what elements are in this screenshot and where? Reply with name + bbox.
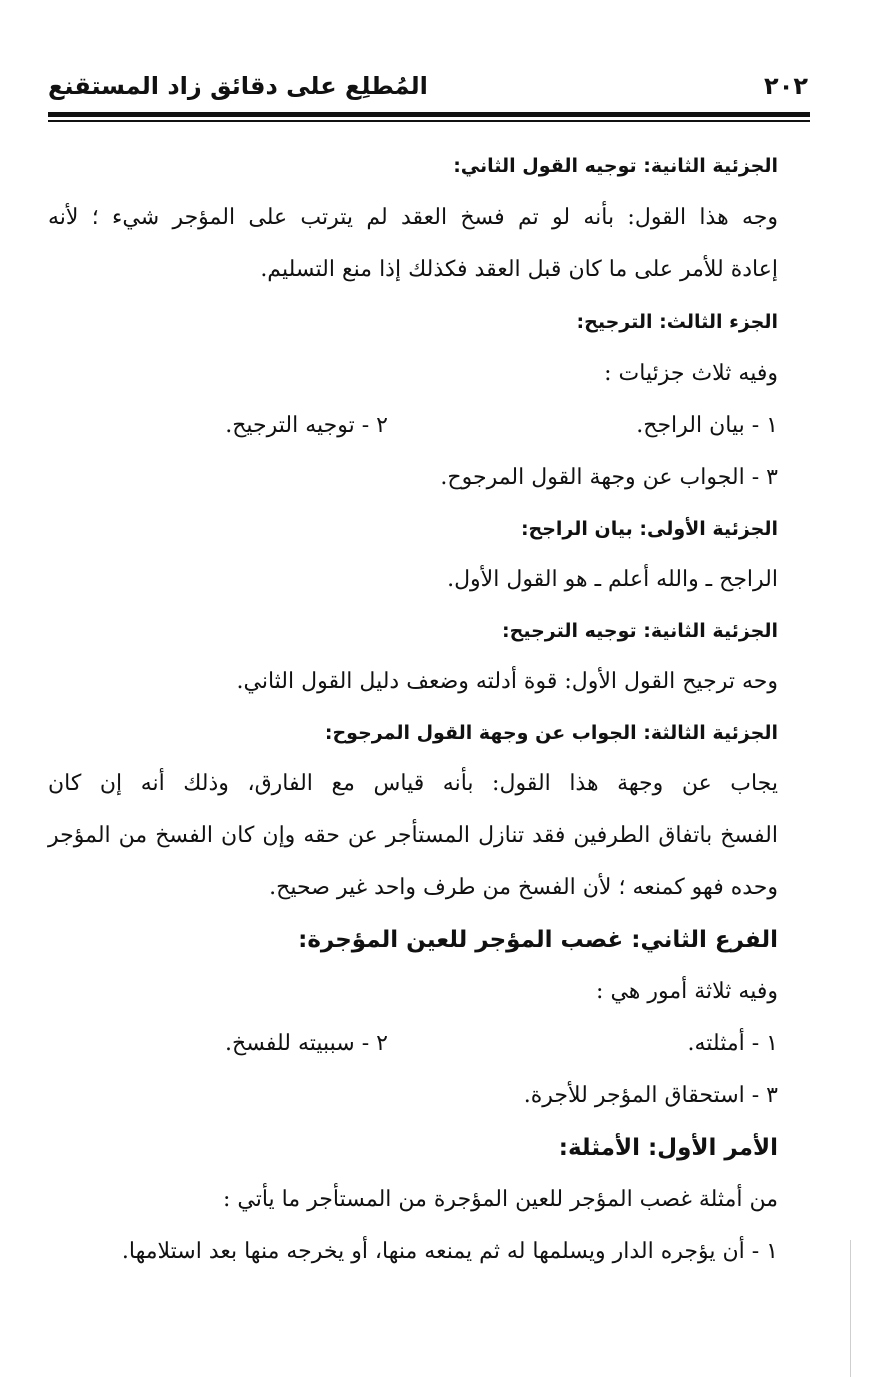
list-row xyxy=(48,400,778,452)
section-heading: الجزء الثالث: الترجيح: xyxy=(576,311,778,333)
list-item: ٣ - استحقاق المؤجر للأجرة. xyxy=(523,1083,778,1108)
paragraph-line: وفيه ثلاثة أمور هي : xyxy=(596,979,778,1004)
paragraph-line: من أمثلة غصب المؤجر للعين المؤجرة من المستأجر ما يأتي : xyxy=(222,1187,778,1212)
page-header xyxy=(48,66,808,110)
header-rule-thin xyxy=(48,120,810,122)
paragraph-line: وجه هذا القول: بأنه لو تم فسخ العقد لم يترتب على المؤجر شيء ؛ لأنه xyxy=(48,205,778,230)
subheading: الجزئية الثانية: توجيه الترجيح: xyxy=(502,620,778,642)
list-item: ٢ - سببيته للفسخ. xyxy=(225,1031,388,1056)
scan-margin-line xyxy=(850,1240,851,1377)
subheading: الجزئية الثالثة: الجواب عن وجهة القول المرجوح: xyxy=(324,722,778,744)
section-heading: الفرع الثاني: غصب المؤجر للعين المؤجرة: xyxy=(298,927,778,953)
list-item: ٢ - توجيه الترجيح. xyxy=(225,413,388,438)
paragraph-line: وفيه ثلاث جزئيات : xyxy=(604,361,778,386)
paragraph-line: إعادة للأمر على ما كان قبل العقد فكذلك إذا منع التسليم. xyxy=(260,257,778,282)
paragraph-line: الفسخ باتفاق الطرفين فقد تنازل المستأجر عن حقه وإن كان الفسخ من المؤجر xyxy=(48,823,778,848)
list-item: ١ - بيان الراجح. xyxy=(636,413,778,438)
section-heading: الأمر الأول: الأمثلة: xyxy=(558,1135,778,1161)
list-item: ٣ - الجواب عن وجهة القول المرجوح. xyxy=(440,465,778,490)
header-rule-thick xyxy=(48,112,810,117)
list-item: ١ - أن يؤجره الدار ويسلمها له ثم يمنعه منها، أو يخرجه منها بعد استلامها. xyxy=(121,1239,778,1264)
page-number: ٢٠٢ xyxy=(764,72,808,100)
subheading: الجزئية الثانية: توجيه القول الثاني: xyxy=(453,155,778,177)
paragraph-line: وحه ترجيح القول الأول: قوة أدلته وضعف دليل القول الثاني. xyxy=(236,669,778,694)
book-title: المُطلِع على دقائق زاد المستقنع xyxy=(48,72,428,100)
paragraph-line: يجاب عن وجهة هذا القول: بأنه قياس مع الفارق، وذلك أنه إن كان xyxy=(48,771,778,796)
body-text xyxy=(48,140,778,1278)
subheading: الجزئية الأولى: بيان الراجح: xyxy=(520,518,778,540)
paragraph-line: الراجح ـ والله أعلم ـ هو القول الأول. xyxy=(447,567,778,592)
paragraph-line: وحده فهو كمنعه ؛ لأن الفسخ من طرف واحد غير صحيح. xyxy=(269,875,778,900)
list-item: ١ - أمثلته. xyxy=(687,1031,778,1056)
list-row xyxy=(48,1018,778,1070)
